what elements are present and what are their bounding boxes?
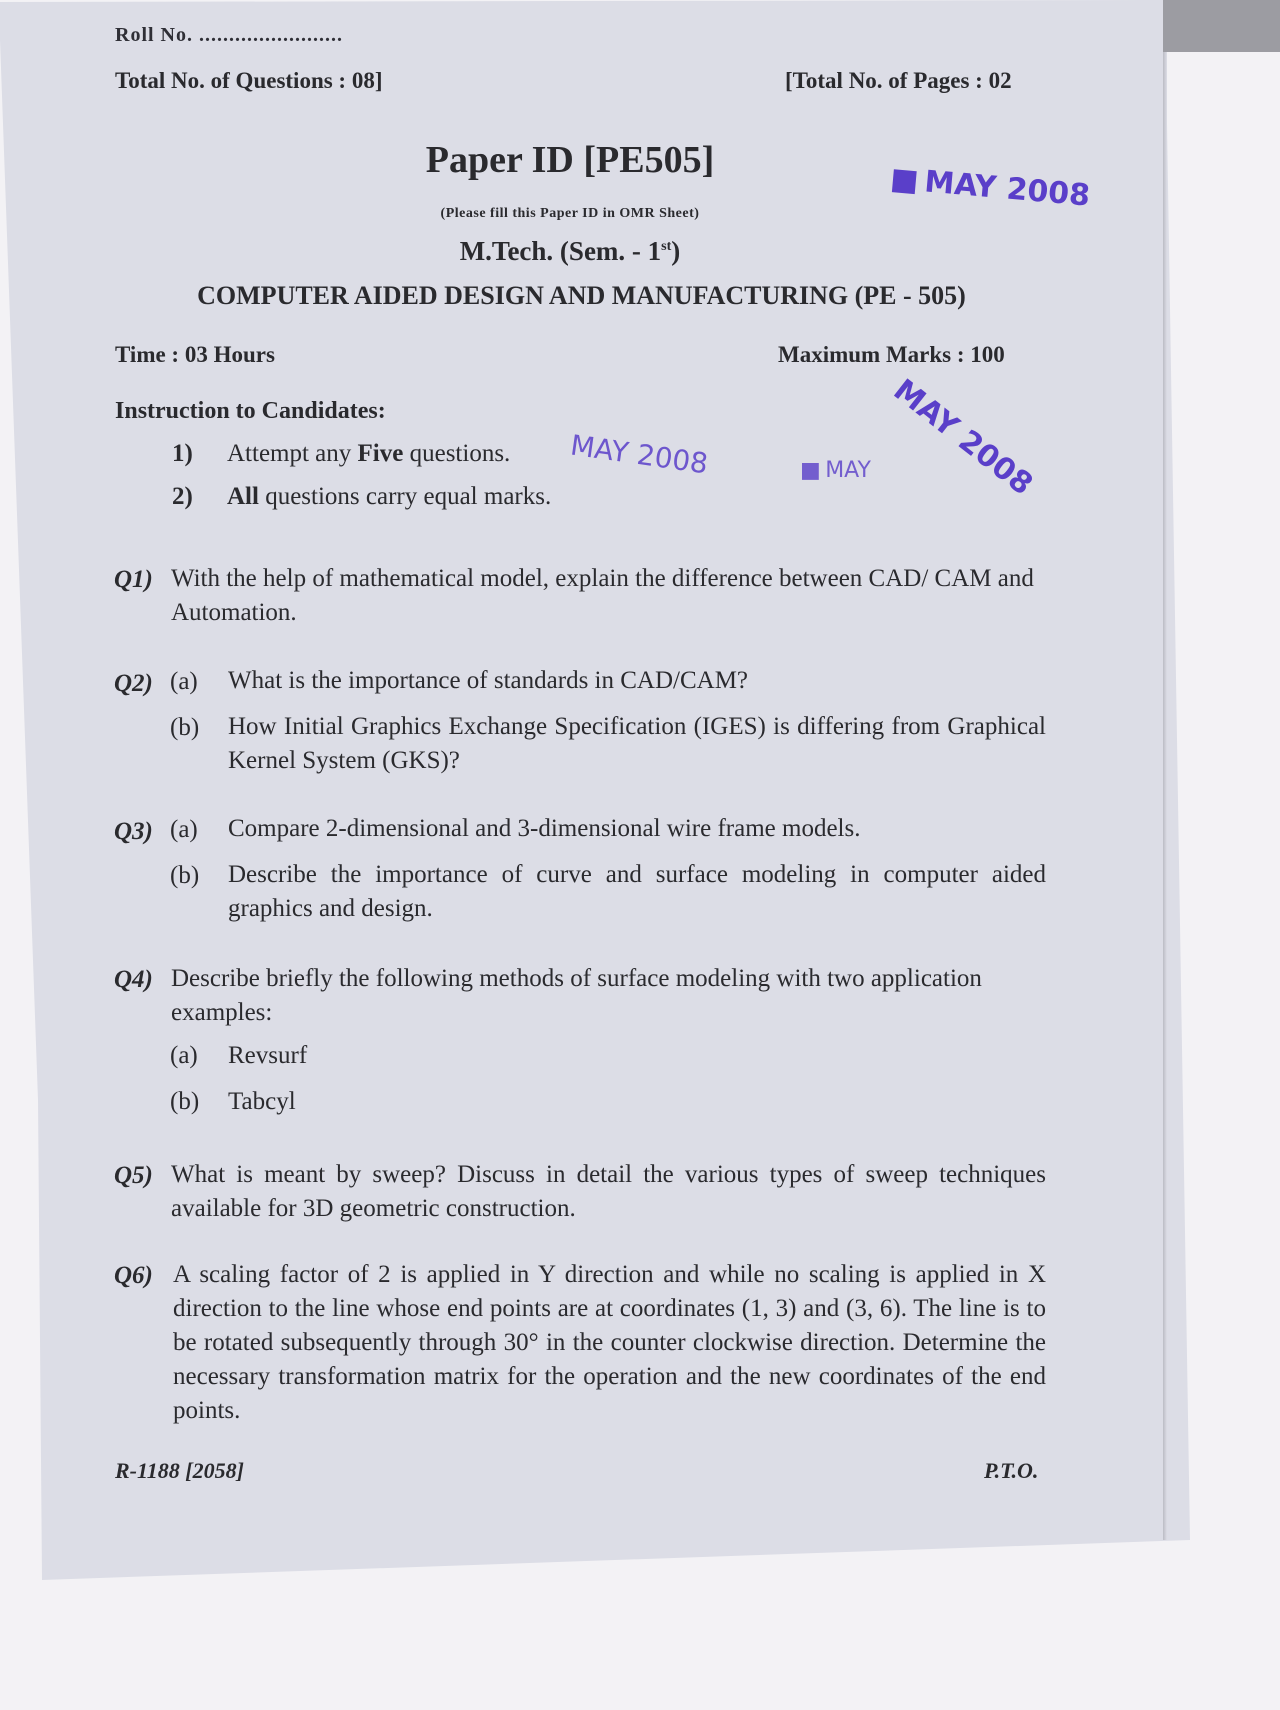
question-label: Q5) xyxy=(114,1162,153,1189)
course-name: M.Tech. (Sem. - 1 xyxy=(459,236,662,266)
paper-id-title: Paper ID [PE505] xyxy=(425,139,715,181)
total-pages: [Total No. of Pages : 02 xyxy=(785,68,1012,93)
date-stamp: MAY 2008 xyxy=(568,428,711,481)
part-label: (b) xyxy=(170,1088,200,1115)
question-text: A scaling factor of 2 is applied in Y direction and while no scaling is applied in X direction to the line whose end points are at coordinates (1, 3) and (3, 6). The line is to be rotated subsequently through 30° in the counter clockwise direction. Determine the necessary transformation matrix for the operation and the new coordinates of the end points. xyxy=(173,1261,1046,1424)
stamp-text: MAY xyxy=(825,458,871,483)
date-stamp xyxy=(800,458,871,483)
instruction-number: 1) xyxy=(172,440,193,467)
stamp-text: MAY 2008 xyxy=(923,164,1092,214)
part-text: Revsurf xyxy=(228,1042,308,1069)
instruction-item xyxy=(172,440,510,468)
paper-edge-shadow xyxy=(1163,0,1167,1540)
question-label: Q1) xyxy=(114,566,153,593)
stamp-mark-icon: ■ xyxy=(888,161,927,200)
instruction-number: 2) xyxy=(172,483,193,510)
course-title xyxy=(0,236,1140,267)
part-text: Tabcyl xyxy=(228,1088,296,1115)
part-label: (b) xyxy=(170,862,200,889)
question-text: Describe briefly the following methods of surface modeling with two application examples: xyxy=(171,965,982,1026)
scan-edge-tape xyxy=(1163,0,1280,52)
date-stamp: MAY 2008 xyxy=(886,372,1040,503)
question-text: With the help of mathematical model, explain the difference between CAD/ CAM and Automation. xyxy=(171,565,1034,626)
course-superscript: st xyxy=(661,239,672,254)
question-label: Q6) xyxy=(114,1262,153,1289)
pto-note: P.T.O. xyxy=(984,1458,1039,1483)
instruction-text: questions. xyxy=(403,440,511,467)
time-allowed: Time : 03 Hours xyxy=(115,342,275,367)
paper-code: R-1188 [2058] xyxy=(115,1458,244,1483)
part-label: (b) xyxy=(170,714,200,741)
instruction-emphasis: Five xyxy=(357,440,404,467)
subject-title: COMPUTER AIDED DESIGN AND MANUFACTURING (PE - 505) xyxy=(197,281,966,310)
instruction-item xyxy=(172,483,551,511)
part-label: (a) xyxy=(170,668,198,695)
course-close: ) xyxy=(671,236,681,266)
part-text: What is the importance of standards in CAD/CAM? xyxy=(228,667,749,694)
total-questions: Total No. of Questions : 08] xyxy=(115,68,383,93)
part-text: Compare 2-dimensional and 3-dimensional wire frame models. xyxy=(228,815,861,842)
question-label: Q4) xyxy=(114,966,153,993)
roll-no: Roll No. ........................ xyxy=(115,24,343,46)
stamp-mark-icon: ■ xyxy=(800,458,826,483)
question-text: What is meant by sweep? Discuss in detail the various types of sweep techniques available for 3D geometric construction. xyxy=(171,1161,1046,1222)
instruction-text: Attempt any xyxy=(227,440,358,467)
instruction-emphasis: All xyxy=(227,483,259,510)
part-text: How Initial Graphics Exchange Specification (IGES) is differing from Graphical Kernel System (GKS)? xyxy=(228,713,1046,774)
maximum-marks: Maximum Marks : 100 xyxy=(778,342,1005,367)
omr-note: (Please fill this Paper ID in OMR Sheet) xyxy=(440,206,700,221)
question-label: Q2) xyxy=(114,670,153,697)
question-label: Q3) xyxy=(114,818,153,845)
instructions-heading: Instruction to Candidates: xyxy=(115,398,386,424)
instruction-text: questions carry equal marks. xyxy=(258,483,552,510)
part-label: (a) xyxy=(170,816,198,843)
part-label: (a) xyxy=(170,1042,198,1069)
part-text: Describe the importance of curve and surface modeling in computer aided graphics and design. xyxy=(228,861,1046,922)
